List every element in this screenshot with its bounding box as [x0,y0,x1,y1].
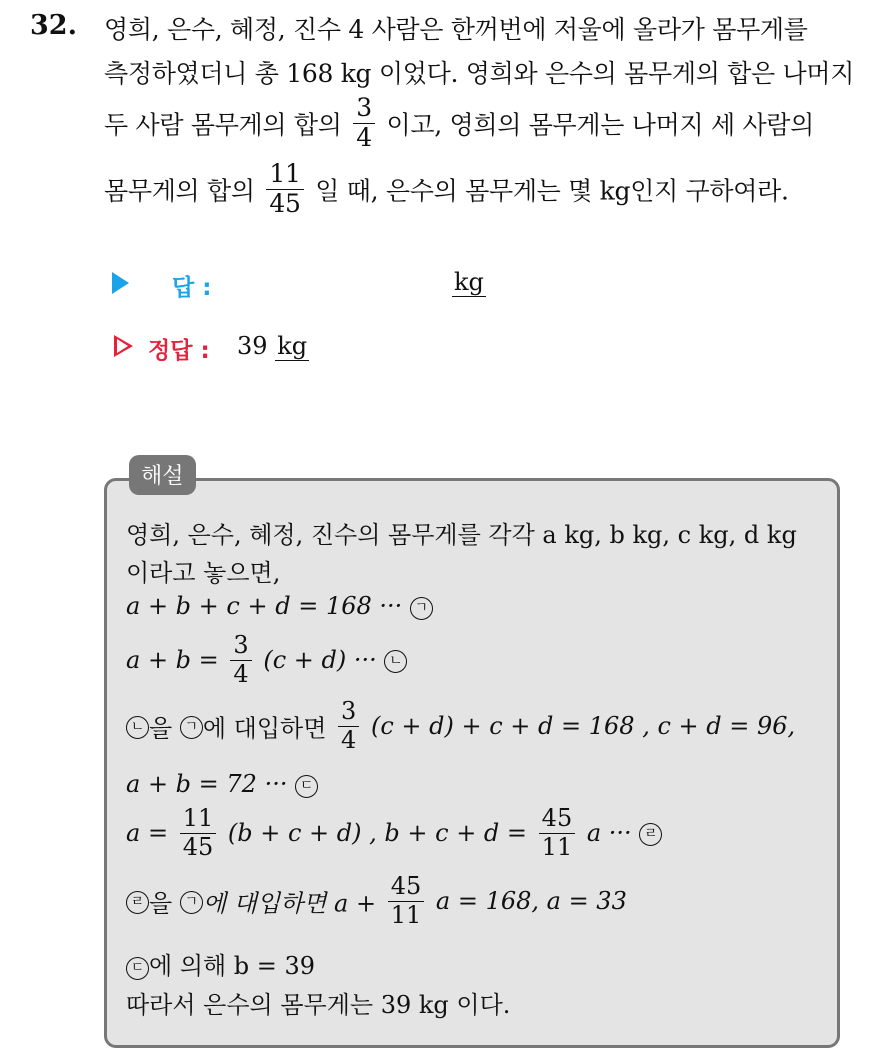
fraction-eleven-fortyfifths [266,160,303,219]
fraction-denominator: 45 [182,832,214,861]
question-line-1: 영희, 은수, 혜정, 진수 4 사람은 한꺼번에 저울에 올라가 몸무게를 [104,15,808,44]
fraction-numerator: 11 [266,160,303,190]
solution-line-1: 영희, 은수, 혜정, 진수의 몸무게를 각각 a kg, b kg, c kg, d kg [126,521,797,549]
question-line-2: 측정하였더니 총 168 kg 이었다. 영희와 은수의 몸무게의 합은 나머지 [104,59,855,88]
circled-rieul-icon: ㄹ [639,823,662,846]
solution-line-8 [126,873,627,929]
equation-mid: (b + c + d) , b + c + d = [227,819,528,848]
equation-pre: a + b = [126,646,219,675]
fraction-three-fourths [353,94,375,153]
equation-sum: a + b + c + d = 168 ··· [126,592,403,620]
correct-value: 39 [237,332,268,360]
fraction-numerator: 3 [230,632,251,661]
text-eul: 을 [149,889,173,918]
circled-giyeok-icon: ㄱ [180,716,203,739]
fraction-numerator: 3 [338,698,359,727]
fraction-numerator: 45 [388,873,425,902]
equation-pre: a = [126,819,169,848]
circled-digeut-icon: ㄷ [295,775,318,798]
solution-line-10: 따라서 은수의 몸무게는 39 kg 이다. [126,991,511,1019]
circled-giyeok-icon: ㄱ [180,891,203,914]
text-by: 에 의해 b = 39 [149,952,316,980]
fraction-denominator: 4 [341,725,357,754]
equation-post: (c + d) + c + d = 168 , c + d = 96, [370,712,796,741]
correct-unit: kg [277,332,308,360]
text-substitute: 에 대입하면 [202,714,327,743]
question-line-3-post: 이고, 영희의 몸무게는 나머지 세 사람의 [386,110,814,140]
solution-line-7 [126,805,662,861]
fraction-denominator: 4 [233,659,249,688]
equation-post: a = 168, a = 33 [435,887,627,916]
solution-line-6 [126,770,318,798]
question-line-4-post: 일 때, 은수의 몸무게는 몇 kg인지 구하여라. [315,176,789,206]
circled-nieun-icon: ㄴ [384,650,407,673]
question-line-3-pre: 두 사람 몸무게의 합의 [104,110,342,140]
solution-line-5 [126,698,795,754]
question-line-3 [104,94,814,153]
equation: a + b = 72 ··· [126,770,288,798]
fraction-denominator: 45 [269,188,301,218]
circled-digeut-icon: ㄷ [126,957,149,980]
fraction-denominator: 11 [390,900,422,929]
fraction [180,805,217,861]
circled-giyeok-icon: ㄱ [410,597,433,620]
solution-tag: 해설 [129,455,196,495]
solution-line-4 [126,632,407,688]
correct-answer-label: 정답 : [148,338,210,364]
fraction [338,698,359,754]
correct-answer-value [237,332,309,360]
text-eul: 을 [149,714,173,743]
fraction-numerator: 11 [180,805,217,834]
solution-line-9 [126,946,315,981]
equation-post: (c + d) ··· [263,646,377,675]
fraction [230,632,251,688]
fraction [388,873,425,929]
correct-answer-icon [114,335,133,357]
answer-unit: kg [454,268,484,296]
fraction-denominator: 11 [541,832,573,861]
fraction-numerator: 45 [539,805,576,834]
circled-nieun-icon: ㄴ [126,716,149,739]
equation-post: a ··· [586,819,632,848]
solution-line-2: 이라고 놓으면, [126,559,281,587]
answer-label: 답 : [172,275,212,301]
question-number: 32. [30,10,77,41]
question-line-4 [104,160,789,219]
text-substitute: 에 대입하면 a + [202,889,377,918]
fraction-denominator: 4 [356,122,372,152]
fraction [539,805,576,861]
answer-input[interactable] [452,268,486,296]
solution-line-3 [126,592,433,620]
answer-play-icon [112,272,129,294]
question-line-4-pre: 몸무게의 합의 [104,176,255,206]
circled-rieul-icon: ㄹ [126,891,149,914]
fraction-numerator: 3 [353,94,375,124]
